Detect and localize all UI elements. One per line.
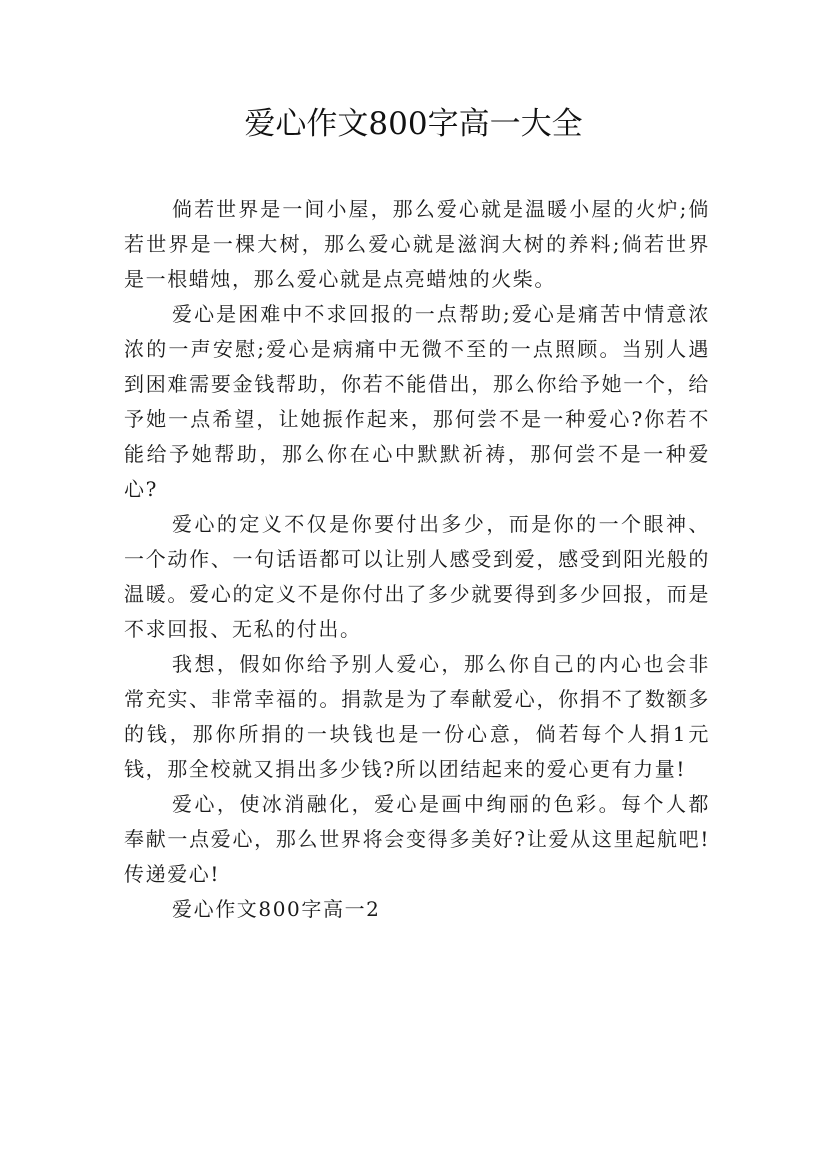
paragraph-5: 爱心，使冰消融化，爱心是画中绚丽的色彩。每个人都奉献一点爱心，那么世界将会变得多美好?让爱从这里起航吧!传递爱心! xyxy=(124,792,710,886)
paragraph-3: 爱心的定义不仅是你要付出多少，而是你的一个眼神、一个动作、一句话语都可以让别人感受到爱，感受到阳光般的温暖。爱心的定义不是你付出了多少就要得到多少回报，而是不求回报、无私的付出。 xyxy=(124,512,710,641)
paragraph-2: 爱心是困难中不求回报的一点帮助;爱心是痛苦中情意浓浓的一声安慰;爱心是病痛中无微不至的一点照顾。当别人遇到困难需要金钱帮助，你若不能借出，那么你给予她一个，给予她一点希望，让她振作起来，那何尝不是一种爱心?你若不能给予她帮助，那么你在心中默默祈祷，那何尝不是一种爱心? xyxy=(124,302,710,501)
document-title: 爱心作文800字高一大全 xyxy=(244,106,583,142)
section-heading: 爱心作文800字高一2 xyxy=(172,897,381,921)
document-body xyxy=(124,192,710,927)
paragraph-4: 我想，假如你给予别人爱心，那么你自己的内心也会非常充实、非常幸福的。捐款是为了奉献爱心，你捐不了数额多的钱，那你所捐的一块钱也是一份心意，倘若每个人捐1元钱，那全校就又捐出多少钱?所以团结起来的爱心更有力量! xyxy=(124,652,710,781)
paragraph-1: 倘若世界是一间小屋，那么爱心就是温暖小屋的火炉;倘若世界是一棵大树，那么爱心就是滋润大树的养料;倘若世界是一根蜡烛，那么爱心就是点亮蜡烛的火柴。 xyxy=(124,197,710,291)
